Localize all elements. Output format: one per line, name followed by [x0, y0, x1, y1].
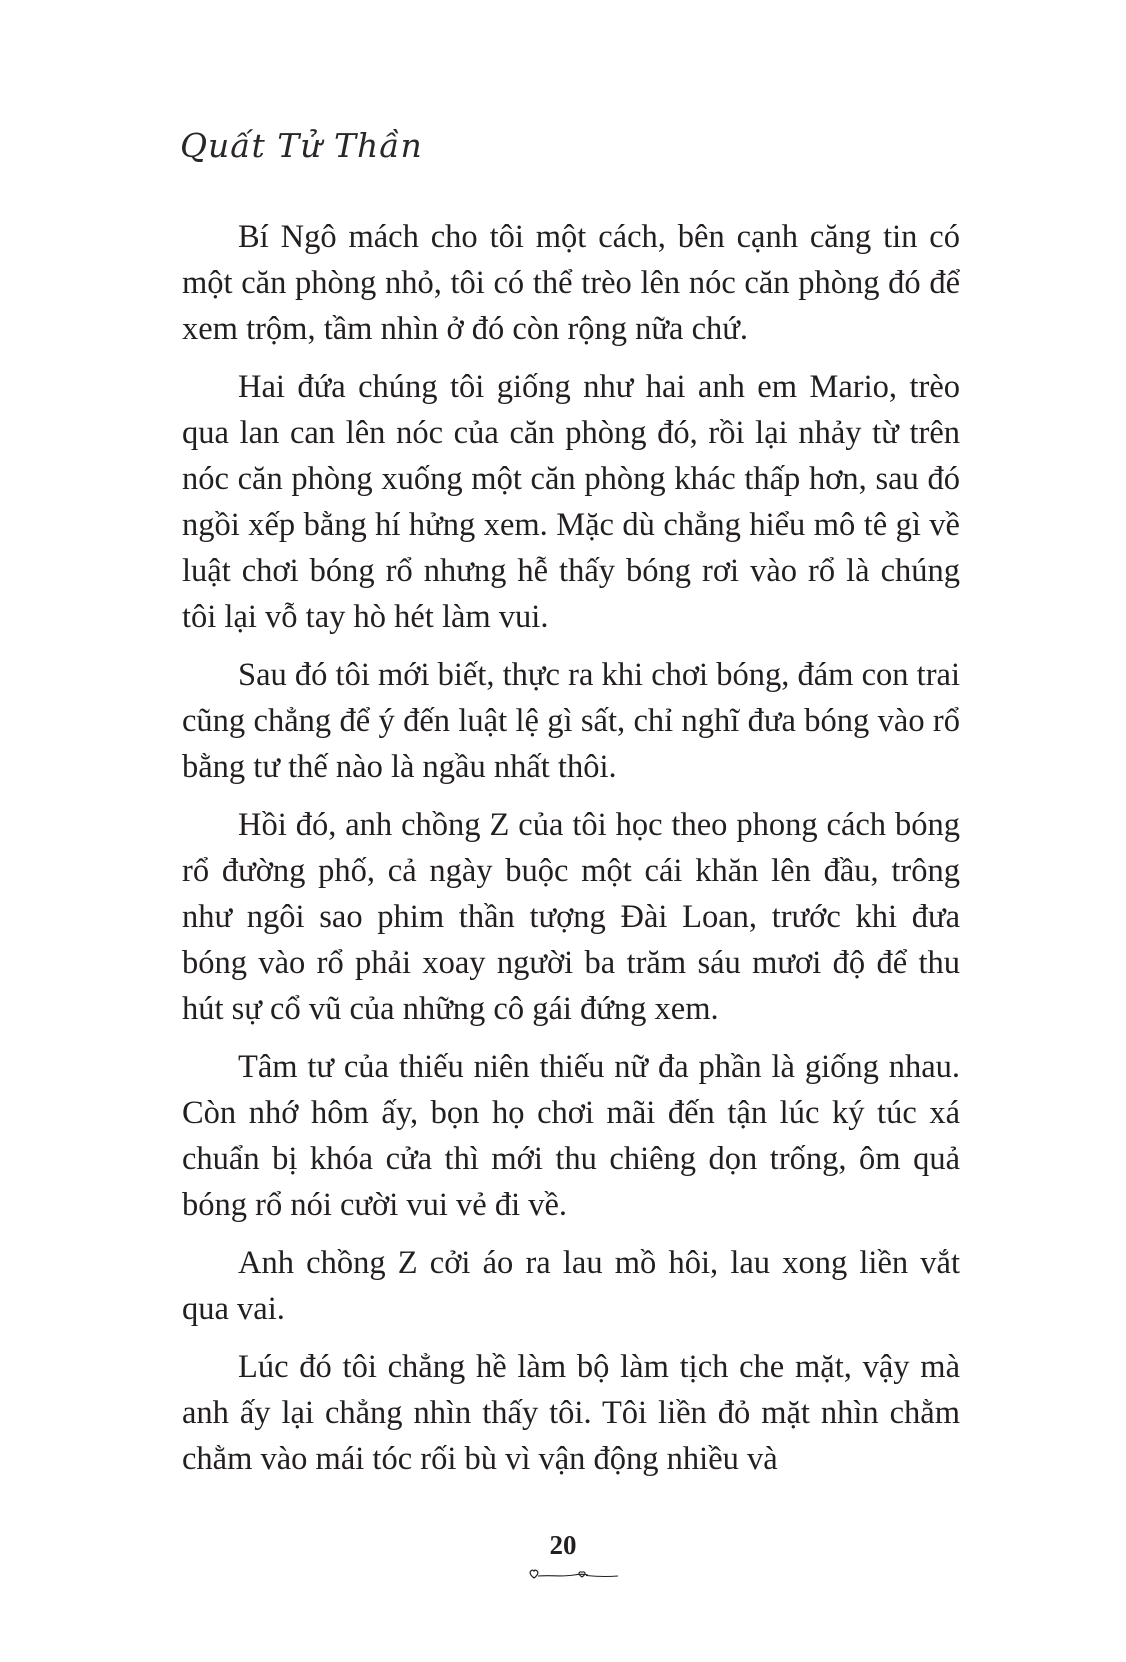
paragraph: Sau đó tôi mới biết, thực ra khi chơi bóng, đám con trai cũng chẳng để ý đến luật lệ gì sất, chỉ nghĩ đưa bóng vào rổ bằng tư thế nào là ngầu nhất thôi.: [182, 657, 960, 785]
body-text: [182, 214, 960, 1494]
page-number: 20: [549, 1530, 577, 1560]
running-header: Quất Tử Thần: [180, 126, 423, 165]
paragraph: Anh chồng Z cởi áo ra lau mồ hôi, lau xong liền vắt qua vai.: [182, 1245, 960, 1327]
paragraph: Hồi đó, anh chồng Z của tôi học theo phong cách bóng rổ đường phố, cả ngày buộc một cái khăn lên đầu, trông như ngôi sao phim thần tượng Đài Loan, trước khi đưa bóng vào rổ phải xoay người ba trăm sáu mươi độ để thu hút sự cổ vũ của những cô gái đứng xem.: [182, 807, 960, 1027]
paragraph: Bí Ngô mách cho tôi một cách, bên cạnh căng tin có một căn phòng nhỏ, tôi có thể trèo lên nóc căn phòng đó để xem trộm, tầm nhìn ở đó còn rộng nữa chứ.: [182, 219, 960, 347]
paragraph: Hai đứa chúng tôi giống như hai anh em Mario, trèo qua lan can lên nóc của căn phòng đó, rồi lại nhảy từ trên nóc căn phòng xuống một căn phòng khác thấp hơn, sau đó ngồi xếp bằng hí hửng xem. Mặc dù chẳng hiểu mô tê gì về luật chơi bóng rổ nhưng hễ thấy bóng rơi vào rổ là chúng tôi lại vỗ tay hò hét làm vui.: [182, 369, 960, 635]
paragraph: Lúc đó tôi chẳng hề làm bộ làm tịch che mặt, vậy mà anh ấy lại chẳng nhìn thấy tôi. Tôi liền đỏ mặt nhìn chằm chằm vào mái tóc rối bù vì vận động nhiều và: [182, 1349, 960, 1477]
paragraph: Tâm tư của thiếu niên thiếu nữ đa phần là giống nhau. Còn nhớ hôm ấy, bọn họ chơi mãi đến tận lúc ký túc xá chuẩn bị khóa cửa thì mới thu chiêng dọn trống, ôm quả bóng rổ nói cười vui vẻ đi về.: [182, 1049, 960, 1223]
heart-flourish-icon: [528, 1566, 620, 1584]
